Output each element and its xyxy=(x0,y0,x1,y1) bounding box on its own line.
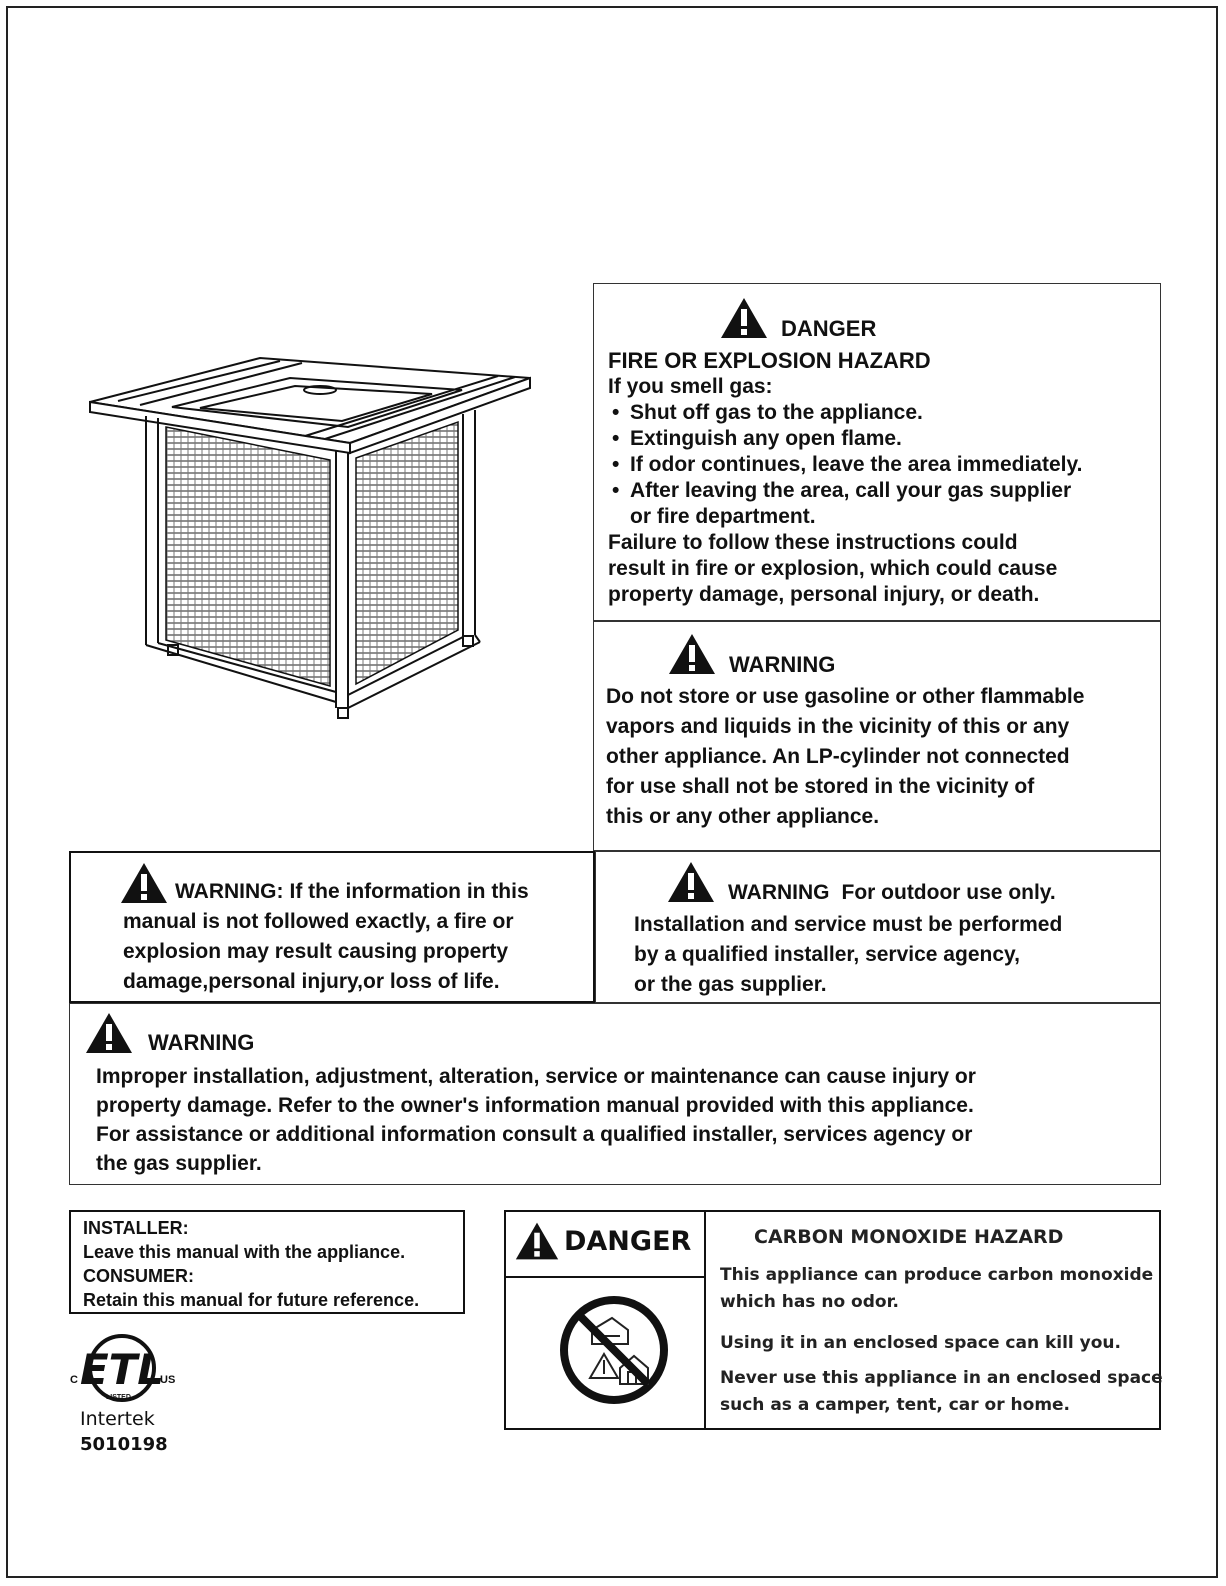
warning-manual-box xyxy=(69,851,595,1003)
co-line: which has no odor. xyxy=(720,1292,899,1312)
fire-table-illustration xyxy=(80,350,560,720)
svg-text:ETL: ETL xyxy=(79,1345,165,1394)
warning-first-line: If the information in this xyxy=(289,880,529,903)
intertek-brand: Intertek xyxy=(80,1408,155,1430)
warning-heading: WARNING: xyxy=(175,880,284,903)
etl-us-label: US xyxy=(160,1374,176,1386)
warning-line: Do not store or use gasoline or other flammable xyxy=(606,685,1085,708)
warning-line: this or any other appliance. xyxy=(606,805,880,828)
installer-label: INSTALLER: xyxy=(83,1218,189,1238)
warning-line: other appliance. An LP-cylinder not connected xyxy=(606,745,1070,768)
warning-heading: WARNING xyxy=(728,881,830,904)
etl-certification-mark xyxy=(70,1330,180,1455)
intro-text: If you smell gas: xyxy=(608,375,773,398)
warning-line: for use shall not be stored in the vicinity of xyxy=(606,775,1035,798)
danger-fire-box xyxy=(593,283,1161,621)
consumer-text: Retain this manual for future reference. xyxy=(83,1290,420,1310)
outdoor-use-text: For outdoor use only. xyxy=(841,881,1056,904)
warning-line: vapors and liquids in the vicinity of this or any xyxy=(606,715,1070,738)
warning-triangle-icon xyxy=(84,1011,134,1055)
consumer-label: CONSUMER: xyxy=(83,1266,194,1286)
co-title: CARBON MONOXIDE HAZARD xyxy=(754,1226,1064,1248)
no-enclosed-space-icon xyxy=(558,1294,670,1406)
warning-line: Improper installation, adjustment, alteration, service or maintenance can cause injury or xyxy=(96,1065,976,1088)
danger-bullet-list xyxy=(608,400,1082,504)
warning-line: Installation and service must be performed xyxy=(634,913,1063,936)
etl-listed-label: LISTED xyxy=(106,1394,131,1401)
warning-line: or the gas supplier. xyxy=(634,973,827,996)
warning-line: the gas supplier. xyxy=(96,1152,262,1175)
danger-heading: DANGER xyxy=(781,316,877,341)
certification-number: 5010198 xyxy=(80,1434,168,1455)
bullet-continuation: or fire department. xyxy=(630,505,816,528)
warning-triangle-icon xyxy=(666,860,716,904)
footer-line: Failure to follow these instructions could xyxy=(608,531,1018,554)
warning-triangle-icon xyxy=(667,632,717,676)
etl-c-label: C xyxy=(70,1374,78,1386)
warning-heading: WARNING xyxy=(729,652,836,677)
warning-triangle-icon xyxy=(514,1220,560,1262)
carbon-monoxide-box xyxy=(504,1210,1161,1430)
installer-consumer-box xyxy=(69,1210,465,1314)
warning-line: damage,personal injury,or loss of life. xyxy=(123,970,500,993)
installer-text: Leave this manual with the appliance. xyxy=(83,1242,406,1262)
co-line: Using it in an enclosed space can kill you. xyxy=(720,1333,1121,1353)
bullet-item: • After leaving the area, call your gas supplier xyxy=(608,478,1082,504)
warning-outdoor-box xyxy=(595,851,1161,1003)
footer-line: result in fire or explosion, which could cause xyxy=(608,557,1058,580)
warning-triangle-icon xyxy=(719,296,769,340)
co-line: This appliance can produce carbon monoxide xyxy=(720,1265,1154,1285)
warning-triangle-icon xyxy=(119,861,169,905)
bullet-item: • Extinguish any open flame. xyxy=(608,426,1082,452)
warning-line: manual is not followed exactly, a fire or xyxy=(123,910,514,933)
warning-install-box xyxy=(69,1003,1161,1185)
bullet-item: • If odor continues, leave the area immediately. xyxy=(608,452,1082,478)
warning-line: property damage. Refer to the owner's information manual provided with this appliance. xyxy=(96,1094,974,1117)
co-line: Never use this appliance in an enclosed space xyxy=(720,1368,1163,1388)
hazard-title: FIRE OR EXPLOSION HAZARD xyxy=(608,348,931,373)
warning-storage-box xyxy=(593,621,1161,851)
footer-line: property damage, personal injury, or death. xyxy=(608,583,1040,606)
warning-line: explosion may result causing property xyxy=(123,940,509,963)
co-danger-label: DANGER xyxy=(564,1225,692,1257)
bullet-item: • Shut off gas to the appliance. xyxy=(608,400,1082,426)
warning-line: by a qualified installer, service agency, xyxy=(634,943,1020,966)
co-line: such as a camper, tent, car or home. xyxy=(720,1395,1071,1415)
warning-heading: WARNING xyxy=(148,1030,255,1055)
warning-line: For assistance or additional information consult a qualified installer, services agency or xyxy=(96,1123,973,1146)
